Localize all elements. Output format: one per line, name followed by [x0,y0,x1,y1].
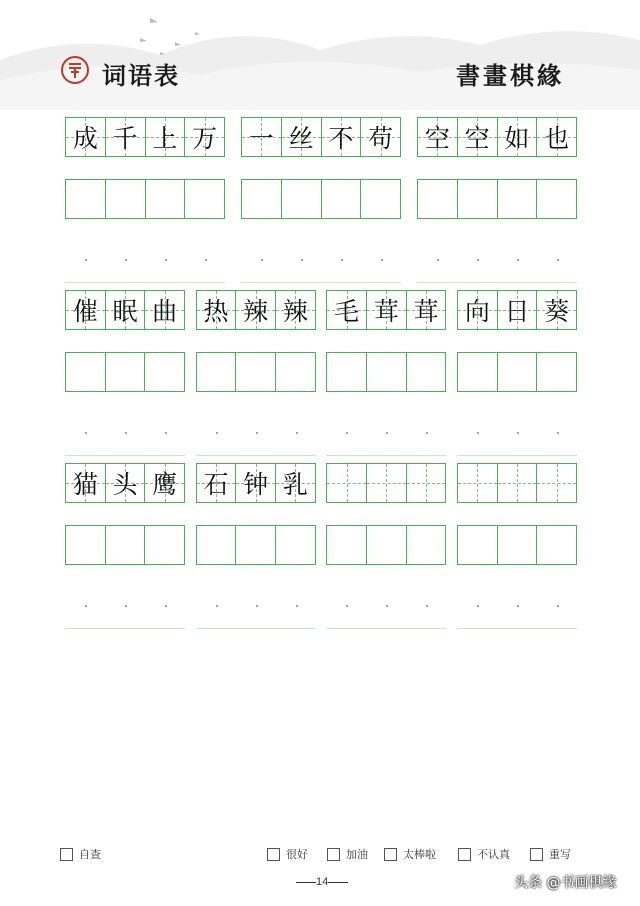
pinyin-dot [301,259,303,261]
writing-cell[interactable] [106,526,146,564]
pinyin-dot [261,259,263,261]
character-cell [145,291,184,329]
pinyin-dot [125,605,127,607]
pinyin-dot [205,259,207,261]
character-cell [407,464,446,502]
character-cell [537,464,576,502]
character: 也 [544,124,570,153]
writing-cell[interactable] [242,180,282,218]
pinyin-dot [165,259,167,261]
writing-cell[interactable] [327,353,367,391]
writing-cell[interactable] [498,526,538,564]
character-cell [146,118,186,156]
pinyin-dot [386,432,388,434]
character-cell [276,464,315,502]
pinyin-dot [85,259,87,261]
writing-cell[interactable] [236,526,276,564]
writing-cell[interactable] [458,526,498,564]
pinyin-line [326,455,446,456]
pinyin-dot [557,432,559,434]
writing-cell[interactable] [458,180,498,218]
pinyin-dot [216,605,218,607]
character: 向 [464,297,490,326]
character-cell [458,464,498,502]
character-cell [282,118,322,156]
writing-grid[interactable] [241,179,401,219]
pinyin-dot [256,432,258,434]
watermark: 头条 @书画棋缘 [514,875,617,891]
character: 钟 [243,470,269,499]
checkbox[interactable] [384,848,397,861]
character: 茸 [413,297,439,326]
writing-grid[interactable] [457,352,577,392]
word-grid [326,290,446,330]
pinyin-dot [477,259,479,261]
pinyin-dot [125,259,127,261]
character: 辣 [282,297,308,326]
pinyin-dot [477,605,479,607]
character-cell [145,464,184,502]
word-grid [457,463,577,503]
page-number: 14 [296,876,348,888]
character-cell [185,118,224,156]
character: 成 [72,124,98,153]
character-cell [242,118,282,156]
writing-grid[interactable] [65,352,185,392]
word-grid [196,290,316,330]
character: 猫 [72,470,98,499]
writing-cell[interactable] [367,526,407,564]
pinyin-dot [216,432,218,434]
character: 空 [424,124,450,153]
pinyin-line [417,282,577,283]
character: 日 [504,297,530,326]
writing-grid[interactable] [417,179,577,219]
pinyin-dot [296,432,298,434]
character-cell [197,291,237,329]
character: 上 [152,124,178,153]
pinyin-dot [341,259,343,261]
writing-cell[interactable] [367,353,407,391]
pinyin-dot [426,432,428,434]
page-title: 词语表 [102,61,180,90]
writing-cell[interactable] [537,353,576,391]
character-cell [367,291,407,329]
word-grid [417,117,577,157]
writing-grid[interactable] [65,525,185,565]
pinyin-dot [517,259,519,261]
writing-cell[interactable] [66,353,106,391]
writing-grid[interactable] [196,525,316,565]
character: 曲 [152,297,178,326]
character-cell [322,118,362,156]
character-cell [361,118,400,156]
character: 如 [504,124,530,153]
rating-option-2[interactable] [384,846,436,862]
pinyin-dot [165,432,167,434]
pinyin-dot [256,605,258,607]
character-cell [66,464,106,502]
brand-calligraphy: 書畫棋緣 [456,61,564,90]
writing-cell[interactable] [282,180,322,218]
character: 鹰 [152,470,178,499]
rating-label: 不认真 [477,848,510,861]
rating-label: 很好 [286,848,308,861]
writing-cell[interactable] [276,526,315,564]
writing-cell[interactable] [197,353,237,391]
character-cell [236,464,276,502]
pinyin-dot [165,605,167,607]
character: 一 [248,124,274,153]
rating-option-4[interactable] [530,846,571,862]
character-cell [418,118,458,156]
character-cell [498,464,538,502]
pinyin-dot [557,259,559,261]
character: 头 [112,470,138,499]
pinyin-line [65,282,225,283]
pinyin-dot [426,605,428,607]
rating-label: 太棒啦 [403,848,436,861]
pinyin-dot [296,605,298,607]
character: 催 [72,297,98,326]
writing-cell[interactable] [327,526,367,564]
writing-cell[interactable] [146,180,186,218]
writing-grid[interactable] [196,352,316,392]
writing-cell[interactable] [322,180,362,218]
self-check-option[interactable] [60,846,101,862]
character: 苟 [368,124,394,153]
character [367,464,406,502]
character-cell [106,118,146,156]
character: 空 [464,124,490,153]
pinyin-dot [557,605,559,607]
character-cell [66,118,106,156]
word-grid [65,463,185,503]
pinyin-line [457,455,577,456]
writing-grid[interactable] [326,352,446,392]
pinyin-dot [386,605,388,607]
writing-cell[interactable] [458,353,498,391]
self-check-label: 自查 [79,848,101,861]
writing-cell[interactable] [498,180,538,218]
character-cell [197,464,237,502]
writing-cell[interactable] [407,526,446,564]
writing-grid[interactable] [326,525,446,565]
character: 万 [192,124,218,153]
character: 热 [203,297,229,326]
writing-cell[interactable] [407,353,446,391]
character: 毛 [334,297,360,326]
pinyin-line [65,628,185,629]
character-cell [498,291,538,329]
character-cell [327,291,367,329]
character [327,464,366,502]
pinyin-dot [517,432,519,434]
character: 眠 [112,297,138,326]
character: 石 [203,470,229,499]
writing-grid[interactable] [65,179,225,219]
pinyin-line [457,628,577,629]
writing-cell[interactable] [66,526,106,564]
writing-cell[interactable] [537,526,576,564]
pinyin-dot [437,259,439,261]
character-cell [66,291,106,329]
character-cell [106,464,146,502]
rating-option-3[interactable] [458,846,510,862]
writing-cell[interactable] [276,353,315,391]
writing-cell[interactable] [106,180,146,218]
writing-cell[interactable] [537,180,576,218]
rating-label: 加油 [346,848,368,861]
pinyin-line [241,282,401,283]
character-cell [367,464,407,502]
checkbox[interactable] [60,848,73,861]
writing-cell[interactable] [236,353,276,391]
character-cell [276,291,315,329]
character [498,464,537,502]
character: 辣 [243,297,269,326]
pinyin-dot [346,605,348,607]
word-grid [65,117,225,157]
character-cell [327,464,367,502]
checkbox[interactable] [327,848,340,861]
pinyin-line [196,455,316,456]
pinyin-dot [477,432,479,434]
character: 乳 [282,470,308,499]
checkbox[interactable] [267,848,280,861]
character-cell [458,118,498,156]
character: 千 [112,124,138,153]
character: 丝 [288,124,314,153]
character [537,464,576,502]
rating-option-1[interactable] [327,846,368,862]
checkbox[interactable] [530,848,543,861]
pinyin-line [65,455,185,456]
writing-cell[interactable] [185,180,224,218]
character: 葵 [544,297,570,326]
character-cell [498,118,538,156]
writing-cell[interactable] [66,180,106,218]
word-grid [457,290,577,330]
word-grid [65,290,185,330]
character-cell [537,291,576,329]
writing-cell[interactable] [145,353,184,391]
character-cell [407,291,446,329]
character-cell [106,291,146,329]
character: 茸 [373,297,399,326]
pinyin-dot [85,605,87,607]
word-grid [326,463,446,503]
word-grid [241,117,401,157]
checkbox[interactable] [458,848,471,861]
pinyin-dot [85,432,87,434]
pinyin-line [196,628,316,629]
writing-grid[interactable] [457,525,577,565]
writing-cell[interactable] [197,526,237,564]
writing-cell[interactable] [361,180,400,218]
character-cell [458,291,498,329]
pen-nib-logo-icon [60,55,90,85]
writing-cell[interactable] [418,180,458,218]
writing-cell[interactable] [498,353,538,391]
pinyin-line [326,628,446,629]
pinyin-dot [381,259,383,261]
character-cell [236,291,276,329]
rating-label: 重写 [549,848,571,861]
mountain-header-decoration [0,0,640,110]
pinyin-dot [346,432,348,434]
character-cell [537,118,576,156]
character: 不 [328,124,354,153]
character [407,464,446,502]
writing-cell[interactable] [145,526,184,564]
rating-option-0[interactable] [267,846,308,862]
writing-cell[interactable] [106,353,146,391]
pinyin-dot [517,605,519,607]
pinyin-dot [125,432,127,434]
word-grid [196,463,316,503]
character [458,464,497,502]
